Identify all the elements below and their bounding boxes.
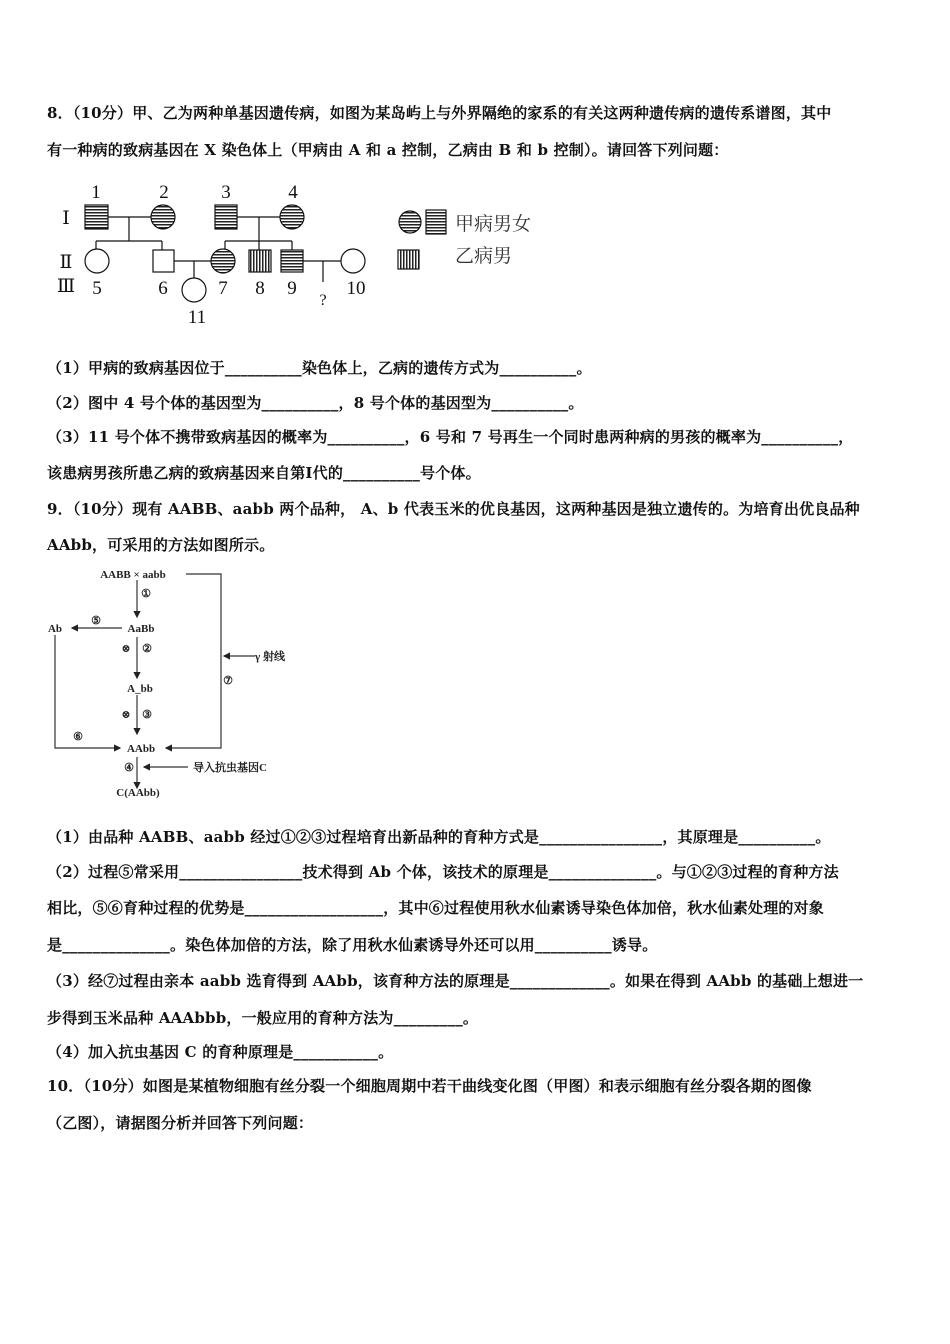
gene-insert-label: 导入抗虫基因C	[193, 762, 267, 774]
q10-stem-line2: （乙图），请据图分析并回答下列问题：	[47, 1114, 314, 1132]
individual-label: 6	[158, 278, 168, 299]
selfing-icon: ⊗	[121, 643, 131, 655]
generation-label: Ⅱ	[59, 252, 73, 273]
q9-sub1: （1）由品种 AABB、aabb 经过①②③过程培育出新品种的育种方式是________________，其原理是__________。	[47, 828, 831, 846]
q9-sub4: （4）加入抗虫基因 C 的育种原理是___________。	[47, 1043, 394, 1061]
individual-4	[280, 205, 304, 229]
q8-sub3-line1: （3）11 号个体不携带致病基因的概率为__________，6 号和 7 号再生一个同时患两种病的男孩的概率为__________，	[47, 428, 854, 446]
q9-sub3-line2: 步得到玉米品种 AAAbbb，一般应用的育种方法为_________。	[47, 1009, 479, 1027]
step-5-label: ⑤	[91, 615, 101, 627]
generation-label: Ⅲ	[56, 276, 76, 297]
individual-label: 7	[218, 278, 228, 299]
breeding-diagram	[40, 560, 300, 800]
individual-8	[249, 250, 271, 272]
legend-a-label: 甲病男女	[455, 214, 532, 235]
q8-sub2: （2）图中 4 号个体的基因型为__________，8 号个体的基因型为__________。	[47, 394, 584, 412]
q9-sub2-line2: 相比，⑤⑥育种过程的优势是__________________，其中⑥过程使用秋水仙素诱导染色体加倍，秋水仙素处理的对象	[47, 899, 825, 917]
target-label: AAbb	[126, 743, 156, 755]
f1-label: AaBb	[127, 623, 155, 635]
step-6-label: ⑥	[73, 731, 83, 743]
individual-6	[153, 250, 174, 272]
legend-b-label: 乙病男	[455, 246, 513, 267]
q8-sub1: （1）甲病的致病基因位于__________染色体上，乙病的遗传方式为__________。	[47, 359, 592, 377]
individual-9	[281, 250, 303, 272]
legend-male-b-icon	[398, 250, 419, 269]
step-3-label: ③	[142, 709, 152, 721]
individual-label: 9	[287, 278, 297, 299]
individual-5	[85, 249, 109, 273]
selfing-icon: ⊗	[121, 709, 131, 721]
individual-7	[211, 249, 235, 273]
q9-sub2-line3: 是______________。染色体加倍的方法，除了用秋水仙素诱导外还可以用__________诱导。	[47, 936, 658, 954]
haploid-label: Ab	[47, 623, 63, 635]
individual-label: 11	[187, 307, 207, 328]
gamma-ray-label: γ 射线	[255, 651, 285, 663]
unknown-offspring-label: ?	[319, 292, 327, 309]
final-label: C(AAbb)	[116, 787, 160, 799]
q9-sub3-line1: （3）经⑦过程由亲本 aabb 选育得到 AAbb，该育种方法的原理是_____________。如果在得到 AAbb 的基础上想进一	[47, 972, 864, 990]
individual-label: 3	[221, 182, 231, 203]
individual-label: 10	[346, 278, 366, 299]
legend-female-a-icon	[399, 211, 421, 233]
q9-stem-line1: 9．（10分）现有 AABB、aabb 两个品种， A、b 代表玉米的优良基因，这两种基因是独立遗传的。为培育出优良品种	[47, 500, 860, 518]
individual-label: 1	[91, 182, 101, 203]
step-4-label: ④	[124, 762, 134, 774]
f2-label: A_bb	[127, 683, 153, 695]
individual-label: 4	[288, 182, 298, 203]
individual-2	[151, 205, 175, 229]
individual-label: 2	[159, 182, 169, 203]
step-7-label: ⑦	[223, 675, 233, 687]
step-1-label: ①	[141, 588, 151, 600]
q10-stem-line1: 10．（10分）如图是某植物细胞有丝分裂一个细胞周期中若干曲线变化图（甲图）和表示细胞有丝分裂各期的图像	[47, 1077, 812, 1095]
q8-stem-line2: 有一种病的致病基因在 X 染色体上（甲病由 A 和 a 控制，乙病由 B 和 b 控制）。请回答下列问题：	[47, 141, 729, 159]
step-2-label: ②	[142, 643, 152, 655]
q8-stem-line1: 8．（10分）甲、乙为两种单基因遗传病，如图为某岛屿上与外界隔绝的家系的有关这两种遗传病的遗传系谱图，其中	[47, 104, 832, 122]
pedigree-chart	[40, 170, 580, 330]
parents-label: AABB × aabb	[100, 569, 166, 581]
legend-male-a-icon	[426, 210, 446, 234]
individual-label: 5	[92, 278, 102, 299]
individual-3	[215, 205, 237, 229]
q8-sub3-line2: 该患病男孩所患乙病的致病基因来自第Ⅰ代的__________号个体。	[47, 464, 481, 482]
generation-label: Ⅰ	[62, 208, 70, 229]
individual-11	[182, 278, 206, 302]
individual-1	[85, 205, 108, 229]
q9-sub2-line1: （2）过程⑤常采用________________技术得到 Ab 个体，该技术的原理是______________。与①②③过程的育种方法	[47, 863, 839, 881]
individual-10	[341, 249, 365, 273]
individual-label: 8	[255, 278, 265, 299]
q9-stem-line2: AAbb，可采用的方法如图所示。	[47, 536, 275, 554]
